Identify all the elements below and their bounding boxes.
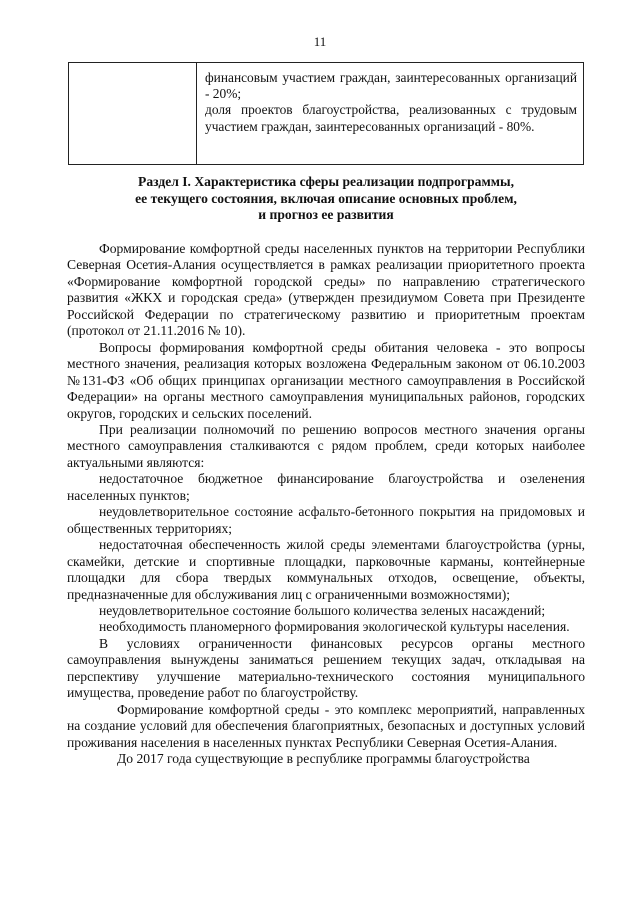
paragraph: В условиях ограниченности финансовых ресурсов органы местного самоуправления вынуждены заниматься решением текущих задач, откладывая на перспективу улучшение материально-технического состояния муниципального имущества, проведение работ по благоустройству. bbox=[67, 635, 585, 701]
table-right-cell bbox=[205, 70, 577, 135]
paragraph: До 2017 года существующие в республике программы благоустройства bbox=[117, 751, 530, 767]
table-left-cell bbox=[69, 63, 197, 164]
table-cell-line: финансовым участием граждан, заинтересованных организаций - 20%; bbox=[205, 70, 577, 102]
section-heading-line: ее текущего состояния, включая описание основных проблем, bbox=[135, 190, 517, 206]
paragraph: неудовлетворительное состояние асфальто-бетонного покрытия на придомовых и общественных территориях; bbox=[67, 504, 585, 536]
paragraph: необходимость планомерного формирования экологической культуры населения. bbox=[99, 619, 570, 635]
paragraph: недостаточное бюджетное финансирование благоустройства и озеленения населенных пунктов; bbox=[67, 471, 585, 503]
paragraph: Формирование комфортной среды - это комплекс мероприятий, направленных на создание условий для обеспечения благоприятных, безопасных и доступных условий проживания населения в населенных пунктах Республики Северная Осетия-Алания. bbox=[67, 701, 585, 750]
paragraph: Формирование комфортной среды населенных пунктов на территории Республики Северная Осетия-Алания осуществляется в рамках реализации приоритетного проекта «Формирование комфортной городской среды» по направлению стратегического развития «ЖКХ и городская среда» (утвержден президиумом Совета при Президенте Российской Федерации по стратегическому развитию и приоритетным проектам (протокол от 21.11.2016 № 10). bbox=[67, 241, 585, 339]
section-heading bbox=[96, 174, 556, 224]
body-text bbox=[67, 241, 585, 768]
table-cell-line: доля проектов благоустройства, реализованных с трудовым участием граждан, заинтересованных организаций - 80%. bbox=[205, 102, 577, 134]
table-fragment bbox=[68, 62, 584, 165]
paragraph: неудовлетворительное состояние большого количества зеленых насаждений; bbox=[99, 602, 546, 618]
section-heading-line: и прогноз ее развития bbox=[258, 207, 394, 222]
paragraph: При реализации полномочий по решению вопросов местного значения органы местного самоуправления сталкиваются с рядом проблем, среди которых наиболее актуальными являются: bbox=[67, 421, 585, 470]
page-number: 11 bbox=[313, 34, 327, 49]
paragraph: недостаточная обеспеченность жилой среды элементами благоустройства (урны, скамейки, детские и спортивные площадки, парковочные карманы, контейнерные площадки для сбора твердых коммунальных отходов, освещение, объекты, предназначенные для обслуживания лиц с ограниченными возможностями); bbox=[67, 537, 585, 602]
section-heading-line: Раздел I. Характеристика сферы реализации подпрограммы, bbox=[138, 174, 514, 189]
paragraph: Вопросы формирования комфортной среды обитания человека - это вопросы местного значения, реализация которых возложена Федеральным законом от 06.10.2003 №131-ФЗ «Об общих принципах организации местного самоуправления в Российской Федерации» на органы местного самоуправления муниципальных районов, городских округов, городских и сельских поселений. bbox=[67, 339, 585, 421]
